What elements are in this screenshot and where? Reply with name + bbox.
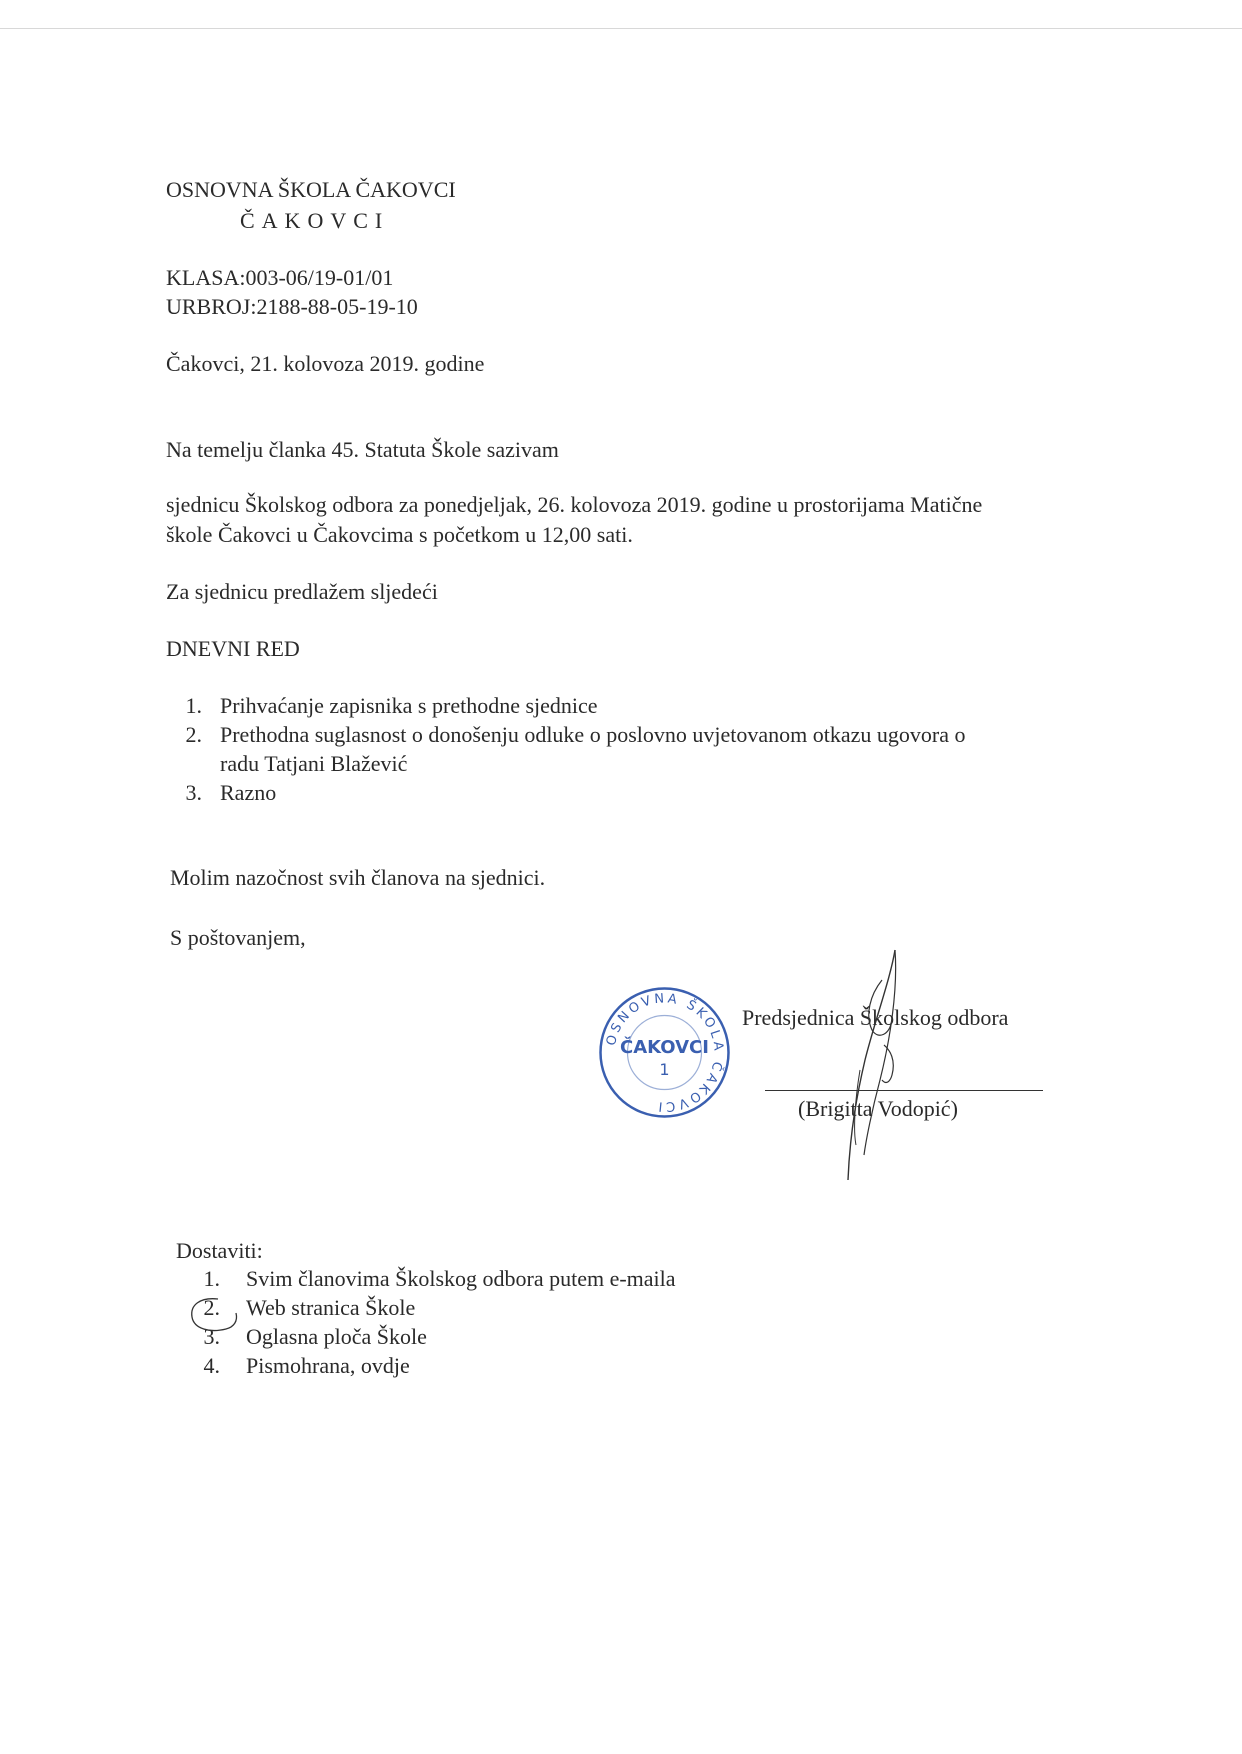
proposal-line: Za sjednicu predlažem sljedeći [166,579,438,604]
distribution-item: Web stranica Škole [246,1295,416,1320]
distribution-number: 3. [203,1324,220,1349]
scan-edge-line [0,28,1242,29]
session-line-1: sjednicu Školskog odbora za ponedjeljak, 26. kolovoza 2019. godine u prostorijama Matične [166,492,983,517]
distribution-item: Pismohrana, ovdje [246,1353,410,1378]
distribution-number: 1. [203,1266,220,1291]
agenda-item: Prihvaćanje zapisnika s prethodne sjednice [220,693,598,718]
distribution-title: Dostaviti: [176,1238,263,1263]
handwritten-signature [820,940,930,1190]
stamp-center-text: ČAKOVCI [620,1037,709,1058]
signatory-role: Predsjednica Školskog odbora [742,1005,1009,1030]
agenda-number: 2. [185,722,202,747]
agenda-number: 1. [185,693,202,718]
agenda-number: 3. [185,780,202,805]
stamp-number: 1 [659,1060,670,1079]
agenda-item: Razno [220,780,277,805]
session-line-2: škole Čakovci u Čakovcima s početkom u 12,00 sati. [166,522,633,547]
regards-line: S poštovanjem, [170,925,306,950]
distribution-item: Oglasna ploča Škole [246,1324,427,1349]
agenda-title: DNEVNI RED [166,636,300,661]
school-stamp [597,985,732,1120]
handdrawn-circle-mark [188,1295,244,1335]
attendance-line: Molim nazočnost svih članova na sjednici. [170,865,546,890]
urbroj-line: URBROJ:2188-88-05-19-10 [166,294,418,319]
date-line: Čakovci, 21. kolovoza 2019. godine [166,351,485,376]
distribution-number: 4. [203,1353,220,1378]
intro-line: Na temelju članka 45. Statuta Škole sazivam [166,437,559,462]
klasa-line: KLASA:003-06/19-01/01 [166,265,394,290]
school-town: ČAKOVCI [240,208,390,233]
stamp-ring-text: OSNOVNA ŠKOLA ČAKOVCI [603,991,726,1114]
distribution-item: Svim članovima Školskog odbora putem e-maila [246,1266,676,1291]
agenda-item-continuation: radu Tatjani Blažević [220,751,408,776]
signatory-name: (Brigitta Vodopić) [798,1096,958,1121]
agenda-item: Prethodna suglasnost o donošenju odluke o poslovno uvjetovanom otkazu ugovora o [220,722,966,747]
distribution-number: 2. [203,1295,220,1320]
school-name: OSNOVNA ŠKOLA ČAKOVCI [166,177,456,202]
